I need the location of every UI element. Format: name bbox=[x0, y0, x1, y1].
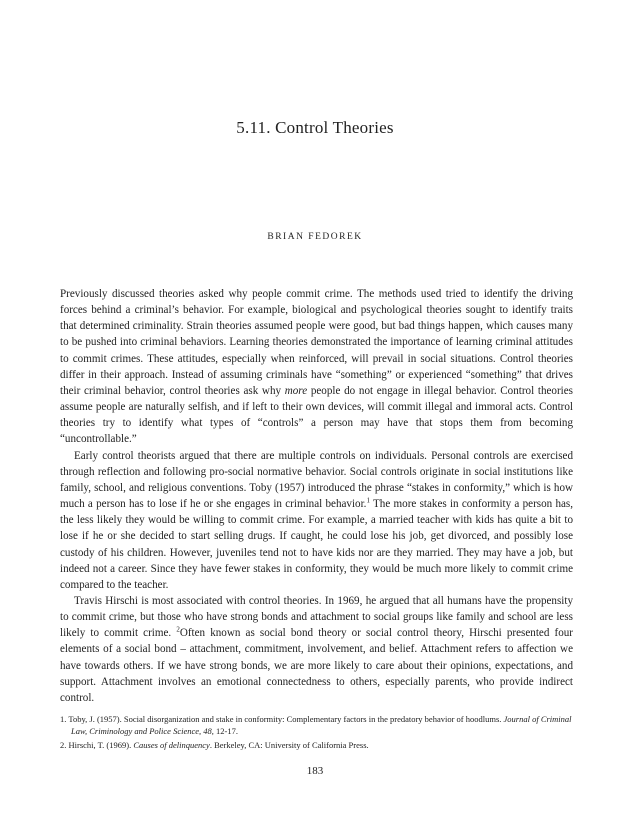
paragraph-3-text-b: Often known as social bond theory or social control theory, Hirschi presented four elements of a social bond – attachment, commitment, involvement, and belief. Attachment refers to affection we have towards others. If we have strong bonds, we are more likely to care about their opinions, expectations, and support. Attachment involves an emotional connectedness to others, especially parents, who provide indirect control. bbox=[60, 627, 573, 704]
chapter-title: 5.11. Control Theories bbox=[236, 118, 394, 137]
footnote-book-title: Causes of delinquency bbox=[133, 740, 210, 750]
footnote-text: Hirschi, T. (1969). bbox=[68, 740, 134, 750]
footnote-journal: Journal of Criminal Law, Criminology and Police Science, 48 bbox=[71, 714, 572, 736]
paragraph-3-text-a: Travis Hirschi is most associated with control theories. In 1969, he argued that all humans have the propensity to commit crime, but those who have strong bonds and attachment to social groups like family and school are less likely to commit crime. bbox=[60, 594, 573, 640]
paragraph-2 bbox=[60, 448, 573, 593]
footnote-number: 1. bbox=[60, 714, 67, 724]
chapter-author: BRIAN FEDOREK bbox=[267, 232, 363, 242]
paragraph-2-text-a: Early control theorists argued that there are multiple controls on individuals. Personal controls are exercised through reflection and following pro-social normative behavior. Social controls originate in social institutions like family, school, and religious conventions. Toby (1957) introduced the phrase “stakes in conformity,” which is how much a person has to lose if he or she engages in criminal behavior. bbox=[60, 449, 573, 511]
footnotes bbox=[60, 713, 573, 753]
footnote-number: 2. bbox=[60, 740, 67, 750]
body-text bbox=[60, 286, 573, 706]
footnote-text: Toby, J. (1957). Social disorganization and stake in conformity: Complementary factors in the predatory behavior of hoodlums. bbox=[68, 714, 504, 724]
footnote-pages: , 12-17. bbox=[211, 726, 238, 736]
footnote-publisher: . Berkeley, CA: University of California Press. bbox=[209, 740, 369, 750]
paragraph-1-text-b: people do not engage in illegal behavior. Control theories assume people are naturally selfish, and if left to their own devices, will commit illegal and immoral acts. Control theories try to identify what types of “controls” a person may have that stops them from becoming “uncontrollable.” bbox=[60, 384, 573, 446]
paragraph-1-emphasis: more bbox=[284, 384, 308, 397]
footnote-ref-1[interactable]: 1 bbox=[366, 496, 370, 505]
footnote-2 bbox=[60, 739, 573, 751]
footnote-ref-2[interactable]: 2 bbox=[176, 625, 180, 634]
footnote-1 bbox=[60, 713, 573, 737]
paragraph-3 bbox=[60, 593, 573, 706]
paragraph-2-text-b: The more stakes in conformity a person has, the less likely they would be willing to commit crime. For example, a married teacher with kids has quite a bit to lose if he or she decided to start selling drugs. If caught, he could lose his job, get divorced, and possibly lose custody of his children. However, juveniles tend not to have kids nor are they married. They may have a job, but indeed not a career. Since they have fewer stakes in conformity, they would be much more likely to commit crime compared to the teacher. bbox=[60, 498, 574, 591]
paragraph-1 bbox=[60, 286, 573, 448]
page-number: 183 bbox=[306, 765, 324, 777]
paragraph-1-text-a: Previously discussed theories asked why people commit crime. The methods used tried to identify the driving forces behind a criminal’s behavior. For example, biological and psychological theories sought to identify traits that determined criminality. Strain theories assumed people were good, but bad things happen, which causes many to be pushed into criminal behaviors. Learning theories demonstrated the importance of learning criminal attitudes to commit crimes. These attitudes, especially when reinforced, will prevail in social situations. Control theories differ in their approach. Instead of assuming criminals have “something” or experienced “something” that drives their criminal behavior, control theories ask why bbox=[60, 288, 573, 397]
